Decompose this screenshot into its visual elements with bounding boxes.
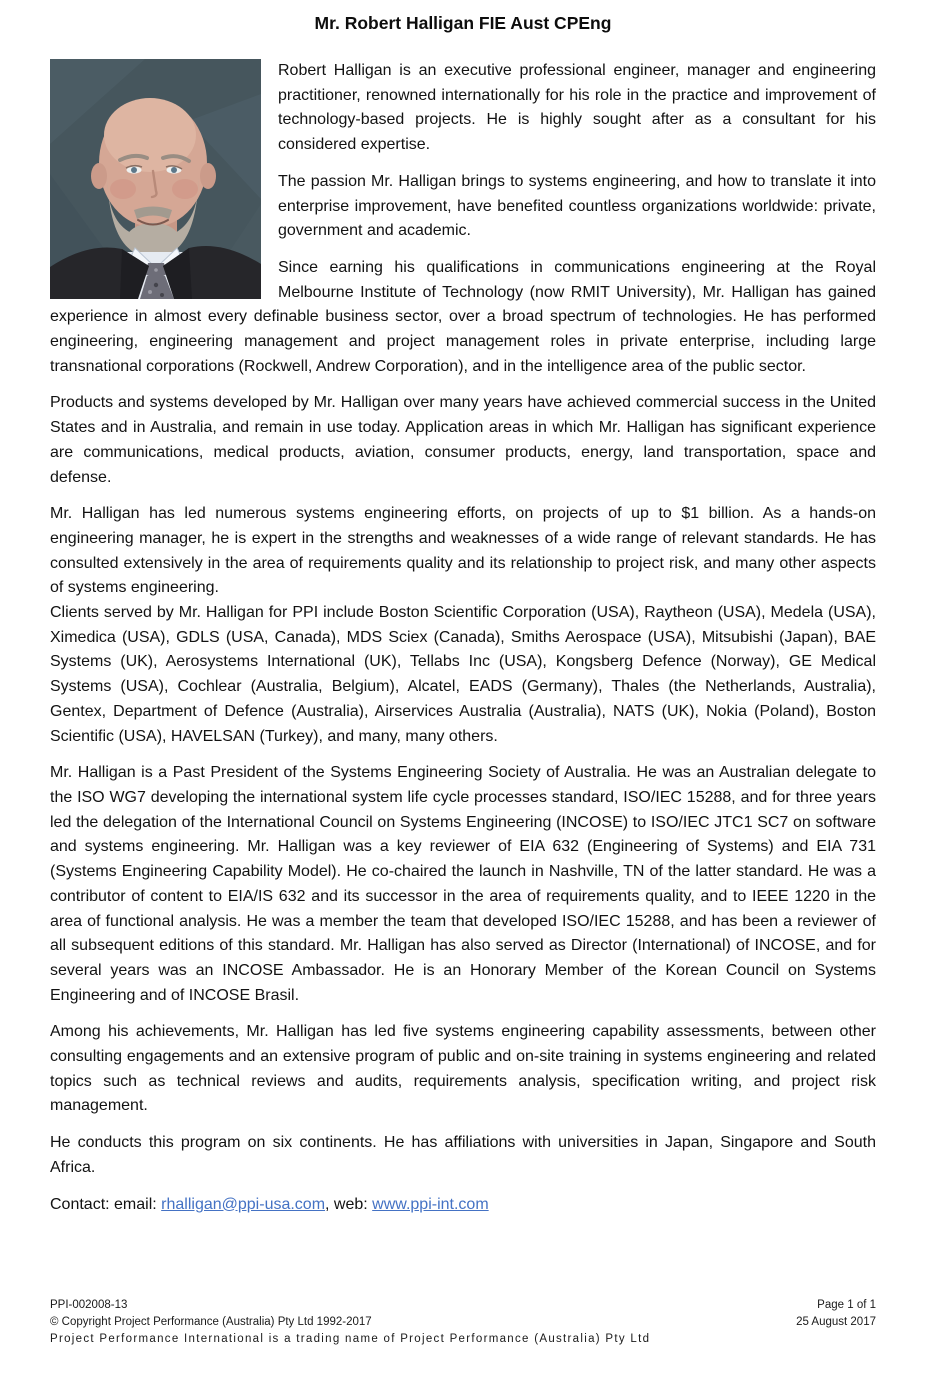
contact-separator: , web:: [325, 1195, 373, 1213]
bio-content: [50, 59, 876, 1217]
trading-name-line: Project Performance International is a trading name of Project Performance (Australia) Pty Ltd: [50, 1333, 651, 1345]
web-link[interactable]: www.ppi-int.com: [372, 1195, 489, 1213]
bio-paragraph-experience: Since earning his qualifications in communications engineering at the Royal Melbourne Institute of Technology (now RMIT University), Mr. Halligan has gained experience in almost every definable business sector, over a broad spectrum of technologies. He has performed engineering, engineering management and project management roles in private enterprise, including large transnational corporations (Rockwell, Andrew Corporation), and in the intelligence area of the public sector.: [50, 258, 876, 375]
footer-row-2: [50, 1314, 876, 1331]
bio-paragraph-passion: The passion Mr. Halligan brings to systems engineering, and how to translate it into enterprise improvement, have benefited countless organizations worldwide: private, government and academic.: [278, 172, 876, 240]
bio-paragraph-continents: He conducts this program on six continents. He has affiliations with universities in Japan, Singapore and South Africa.: [50, 1134, 876, 1176]
bio-paragraph-clients: Clients served by Mr. Halligan for PPI include Boston Scientific Corporation (USA), Raytheon (USA), Medela (USA), Ximedica (USA), GDLS (USA, Canada), MDS Sciex (Canada), Smiths Aerospace (USA), Mitsubishi (Japan), BAE Systems (UK), Aerosystems International (UK), Tellabs Inc (USA), Kongsberg Defence (Norway), GE Medical Systems (USA), Cochlear (Australia, Belgium), Alcatel, EADS (Germany), Thales (the Netherlands, Australia), Gentex, Department of Defence (Australia), Airservices Australia (Australia), NATS (UK), Nokia (Poland), Boston Scientific (USA), HAVELSAN (Turkey), and many, many others.: [50, 604, 876, 745]
email-link[interactable]: rhalligan@ppi-usa.com: [161, 1195, 326, 1213]
portrait-photo: [50, 59, 261, 299]
contact-line: [50, 1193, 876, 1218]
page-number: Page 1 of 1: [817, 1299, 876, 1311]
page-footer: [50, 1297, 876, 1348]
bio-paragraph-standards: Mr. Halligan is a Past President of the Systems Engineering Society of Australia. He was an Australian delegate to the ISO WG7 developing the international system life cycle processes standard, ISO/IEC 15288, and for three years led the delegation of the International Council on Systems Engineering (INCOSE) to ISO/IEC JTC1 SC7 on software and systems engineering. Mr. Halligan was a key reviewer of EIA 632 (Engineering of Systems) and EIA 731 (Systems Engineering Capability Model). He co-chaired the launch in Nashville, TN of the latter standard. He was a contributor of content to EIA/IS 632 and its successor in the area of requirements quality, and to IEEE 1220 in the area of functional analysis. He was a member the team that developed ISO/IEC 15288, and has been a reviewer of all subsequent editions of this standard. Mr. Halligan has also served as Director (International) of INCOSE, and for several years was an INCOSE Ambassador. He is an Honorary Member of the Korean Council on Systems Engineering and of INCOSE Brasil.: [50, 764, 876, 1004]
bio-paragraph-intro: Robert Halligan is an executive professional engineer, manager and engineering practitioner, renowned internationally for his role in the practice and improvement of technology-based projects. He is highly sought after as a consultant for his considered expertise.: [278, 62, 876, 154]
bio-paragraph-achievements: Among his achievements, Mr. Halligan has led five systems engineering capability assessments, between other consulting engagements and an extensive program of public and on-site training in systems engineering and related topics such as technical reviews and audits, requirements analysis, specification writing, and project risk management.: [50, 1023, 876, 1115]
footer-date: 25 August 2017: [796, 1316, 876, 1328]
page-title: Mr. Robert Halligan FIE Aust CPEng: [314, 13, 612, 33]
bio-paragraph-products: Products and systems developed by Mr. Halligan over many years have achieved commercial success in the United States and in Australia, and remain in use today. Application areas in which Mr. Halligan has significant experience are communications, medical products, aviation, consumer products, energy, land transportation, space and defense.: [50, 394, 876, 486]
document-id: PPI-002008-13: [50, 1299, 128, 1311]
portrait-photo-graphic: [50, 59, 261, 299]
contact-prefix: Contact: email:: [50, 1195, 162, 1213]
bio-paragraph-efforts: Mr. Halligan has led numerous systems engineering efforts, on projects of up to $1 billion. As a hands-on engineering manager, he is expert in the strengths and weaknesses of a wide range of relevant standards. He has consulted extensively in the area of requirements quality and its relationship to project risk, and many other aspects of systems engineering.: [50, 505, 876, 597]
footer-row-1: [50, 1297, 876, 1314]
copyright-line: © Copyright Project Performance (Australia) Pty Ltd 1992-2017: [50, 1316, 372, 1328]
